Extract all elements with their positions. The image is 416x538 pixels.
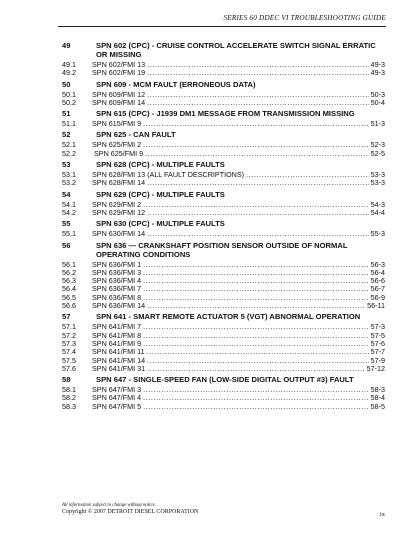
entry-page: 57-12 bbox=[366, 363, 385, 373]
toc-entry[interactable] bbox=[62, 302, 385, 310]
dot-leader bbox=[143, 269, 368, 277]
section-number: 56 bbox=[62, 240, 71, 250]
dot-leader bbox=[147, 179, 368, 187]
entry-page: 57-9 bbox=[370, 355, 385, 365]
toc-section bbox=[62, 241, 385, 311]
entry-number: 56.4 bbox=[62, 284, 76, 294]
dot-leader bbox=[143, 277, 368, 285]
entry-label: SPN 625/FMI 9 bbox=[92, 148, 144, 158]
entry-label: SPN 636/FMI 3 bbox=[92, 267, 142, 277]
entry-label: SPN 641/FMI 7 bbox=[92, 322, 142, 332]
toc-entry[interactable] bbox=[62, 150, 385, 158]
entry-number: 58.1 bbox=[62, 385, 76, 395]
entry-number: 49.1 bbox=[62, 60, 76, 69]
entry-label: SPN 629/FMI 2 bbox=[92, 199, 142, 209]
entry-label: SPN 628/FMI 14 bbox=[92, 178, 146, 188]
entry-number: 50.1 bbox=[62, 89, 76, 99]
toc-section bbox=[62, 41, 385, 78]
toc-entry[interactable] bbox=[62, 209, 385, 217]
entry-label: SPN 641/FMI 11 bbox=[92, 347, 145, 357]
entry-number: 58.2 bbox=[62, 393, 76, 403]
entry-page: 56-7 bbox=[370, 284, 385, 294]
entry-number: 58.3 bbox=[62, 401, 76, 411]
toc-section bbox=[62, 109, 385, 128]
entry-page: 58-3 bbox=[370, 385, 385, 395]
entry-label: SPN 647/FMI 3 bbox=[92, 385, 142, 395]
section-title: SPN 628 (CPC) - MULTIPLE FAULTS bbox=[96, 160, 225, 170]
entry-label: SPN 641/FMI 14 bbox=[92, 355, 146, 365]
running-header: SERIES 60 DDEC VI TROUBLESHOOTING GUIDE bbox=[223, 14, 386, 22]
entry-page: 58-5 bbox=[370, 401, 385, 411]
footer-note: All information subject to change without notice. bbox=[62, 503, 156, 508]
footer-copyright: Copyright © 2007 DETROIT DIESEL CORPORATION bbox=[62, 509, 199, 515]
dot-leader bbox=[143, 386, 368, 394]
section-number: 58 bbox=[62, 375, 71, 385]
table-of-contents bbox=[62, 41, 385, 413]
entry-number: 56.1 bbox=[62, 259, 76, 269]
dot-leader bbox=[147, 365, 364, 373]
entry-number: 54.2 bbox=[62, 207, 76, 217]
entry-label: SPN 602/FMI 13 bbox=[92, 60, 146, 69]
entry-label: SPN 636/FMI 7 bbox=[92, 284, 142, 294]
entry-page: 53-3 bbox=[370, 178, 385, 188]
entry-page: 51-3 bbox=[370, 119, 385, 129]
section-heading[interactable] bbox=[62, 130, 385, 139]
entry-page: 57-5 bbox=[370, 330, 385, 340]
section-title: SPN 625 - CAN FAULT bbox=[96, 130, 176, 140]
toc-entry[interactable] bbox=[62, 403, 385, 411]
entry-number: 51.1 bbox=[62, 119, 76, 129]
page-number: ix bbox=[379, 511, 385, 518]
toc-section bbox=[62, 375, 385, 411]
footer bbox=[62, 503, 198, 516]
entry-label: SPN 630/FMI 14 bbox=[92, 229, 146, 239]
section-heading[interactable] bbox=[62, 241, 385, 259]
dot-leader bbox=[147, 91, 368, 99]
entry-number: 53.2 bbox=[62, 178, 76, 188]
entry-number: 56.2 bbox=[62, 267, 76, 277]
section-title: SPN 630 (CPC) - MULTIPLE FAULTS bbox=[96, 219, 225, 229]
entry-label: SPN 629/FMI 12 bbox=[92, 207, 146, 217]
entry-page: 57-7 bbox=[370, 347, 385, 357]
section-number: 50 bbox=[62, 79, 71, 89]
section-number: 51 bbox=[62, 109, 71, 119]
toc-section bbox=[62, 190, 385, 218]
dot-leader bbox=[147, 99, 368, 107]
section-title: SPN 602 (CPC) - CRUISE CONTROL ACCELERATE SWITCH SIGNAL ERRATIC OR MISSING bbox=[96, 41, 376, 59]
entry-page: 56-9 bbox=[370, 292, 385, 302]
entry-label: SPN 636/FMI 4 bbox=[92, 276, 142, 286]
section-number: 49 bbox=[62, 41, 71, 50]
dot-leader bbox=[143, 141, 368, 149]
dot-leader bbox=[147, 348, 369, 356]
entry-number: 49.2 bbox=[62, 68, 76, 78]
entry-page: 56-11 bbox=[367, 301, 385, 311]
section-title: SPN 609 - MCM FAULT (ERRONEOUS DATA) bbox=[96, 79, 256, 89]
dot-leader bbox=[147, 69, 368, 77]
entry-page: 50-3 bbox=[370, 89, 385, 99]
toc-entry[interactable] bbox=[62, 365, 385, 373]
entry-page: 56-6 bbox=[370, 276, 385, 286]
entry-number: 57.3 bbox=[62, 338, 76, 348]
entry-label: SPN 625/FMI 2 bbox=[92, 140, 142, 150]
dot-leader bbox=[246, 171, 369, 179]
entry-number: 50.2 bbox=[62, 97, 76, 107]
section-number: 52 bbox=[62, 130, 71, 140]
entry-label: SPN 641/FMI 9 bbox=[92, 338, 142, 348]
entry-number: 57.1 bbox=[62, 322, 76, 332]
toc-entry[interactable] bbox=[62, 99, 385, 107]
entry-number: 55.1 bbox=[62, 229, 76, 239]
entry-number: 52.1 bbox=[62, 140, 76, 150]
entry-label: SPN 609/FMI 12 bbox=[92, 89, 146, 99]
section-title: SPN 636 — CRANKSHAFT POSITION SENSOR OUTSIDE OF NORMAL OPERATING CONDITIONS bbox=[96, 240, 348, 259]
entry-page: 58-4 bbox=[370, 393, 385, 403]
header-rule bbox=[58, 26, 386, 27]
entry-page: 52-3 bbox=[370, 140, 385, 150]
section-title: SPN 641 - SMART REMOTE ACTUATOR 5 (VGT) ABNORMAL OPERATION bbox=[96, 312, 361, 322]
section-heading[interactable] bbox=[62, 190, 385, 199]
section-heading[interactable] bbox=[62, 41, 385, 59]
toc-entry[interactable] bbox=[62, 179, 385, 187]
dot-leader bbox=[143, 261, 368, 269]
entry-page: 54-4 bbox=[370, 207, 385, 217]
dot-leader bbox=[143, 403, 368, 411]
dot-leader bbox=[143, 201, 368, 209]
toc-section bbox=[62, 160, 385, 188]
dot-leader bbox=[145, 150, 368, 158]
entry-number: 56.3 bbox=[62, 276, 76, 286]
section-number: 55 bbox=[62, 219, 71, 229]
entry-number: 54.1 bbox=[62, 199, 76, 209]
section-heading[interactable] bbox=[62, 160, 385, 169]
entry-page: 55-3 bbox=[370, 229, 385, 239]
entry-label: SPN 602/FMI 19 bbox=[92, 68, 146, 78]
section-heading[interactable] bbox=[62, 375, 385, 384]
section-number: 53 bbox=[62, 160, 71, 170]
dot-leader bbox=[147, 61, 368, 69]
entry-label: SPN 628/FMI 13 (ALL FAULT DESCRIPTIONS) bbox=[92, 170, 245, 180]
section-title: SPN 629 (CPC) - MULTIPLE FAULTS bbox=[96, 189, 225, 199]
entry-page: 49-3 bbox=[370, 68, 385, 78]
entry-number: 57.5 bbox=[62, 355, 76, 365]
dot-leader bbox=[143, 394, 368, 402]
entry-number: 57.4 bbox=[62, 347, 76, 357]
toc-entry[interactable] bbox=[62, 120, 385, 128]
entry-label: SPN 636/FMI 1 bbox=[92, 259, 142, 269]
entry-page: 50-4 bbox=[370, 97, 385, 107]
dot-leader bbox=[143, 120, 368, 128]
section-heading[interactable] bbox=[62, 219, 385, 228]
dot-leader bbox=[143, 332, 368, 340]
toc-section bbox=[62, 80, 385, 108]
entry-number: 53.1 bbox=[62, 170, 76, 180]
section-number: 57 bbox=[62, 312, 71, 322]
dot-leader bbox=[143, 285, 368, 293]
entry-label: SPN 609/FMI 14 bbox=[92, 97, 146, 107]
toc-entry[interactable] bbox=[62, 69, 385, 77]
section-title: SPN 615 (CPC) - J1939 DM1 MESSAGE FROM TRANSMISSION MISSING bbox=[96, 109, 355, 119]
entry-label: SPN 636/FMI 14 bbox=[92, 301, 146, 311]
entry-number: 56.6 bbox=[62, 301, 76, 311]
section-heading[interactable] bbox=[62, 109, 385, 118]
entry-label: SPN 641/FMI 31 bbox=[92, 363, 146, 373]
toc-section bbox=[62, 312, 385, 373]
entry-page: 49-3 bbox=[370, 60, 385, 69]
section-heading[interactable] bbox=[62, 312, 385, 321]
dot-leader bbox=[143, 323, 368, 331]
entry-label: SPN 615/FMI 9 bbox=[92, 119, 142, 129]
entry-page: 57-6 bbox=[370, 338, 385, 348]
entry-page: 53-3 bbox=[370, 170, 385, 180]
entry-number: 56.5 bbox=[62, 292, 76, 302]
dot-leader bbox=[147, 209, 368, 217]
entry-label: SPN 636/FMI 8 bbox=[92, 292, 142, 302]
entry-label: SPN 647/FMI 5 bbox=[92, 401, 142, 411]
toc-section bbox=[62, 130, 385, 158]
dot-leader bbox=[147, 357, 368, 365]
dot-leader bbox=[143, 294, 368, 302]
entry-label: SPN 647/FMI 4 bbox=[92, 393, 142, 403]
entry-page: 56-4 bbox=[370, 267, 385, 277]
entry-page: 52-5 bbox=[370, 148, 385, 158]
entry-label: SPN 641/FMI 8 bbox=[92, 330, 142, 340]
entry-page: 54-3 bbox=[370, 199, 385, 209]
section-number: 54 bbox=[62, 189, 71, 199]
entry-page: 56-3 bbox=[370, 259, 385, 269]
section-heading[interactable] bbox=[62, 80, 385, 89]
section-title: SPN 647 - SINGLE-SPEED FAN (LOW-SIDE DIGITAL OUTPUT #3) FAULT bbox=[96, 375, 354, 385]
toc-entry[interactable] bbox=[62, 230, 385, 238]
entry-page: 57-3 bbox=[370, 322, 385, 332]
entry-number: 52.2 bbox=[62, 148, 76, 158]
toc-section bbox=[62, 219, 385, 238]
dot-leader bbox=[147, 302, 365, 310]
entry-number: 57.2 bbox=[62, 330, 76, 340]
dot-leader bbox=[143, 340, 368, 348]
entry-number: 57.6 bbox=[62, 363, 76, 373]
dot-leader bbox=[147, 230, 368, 238]
